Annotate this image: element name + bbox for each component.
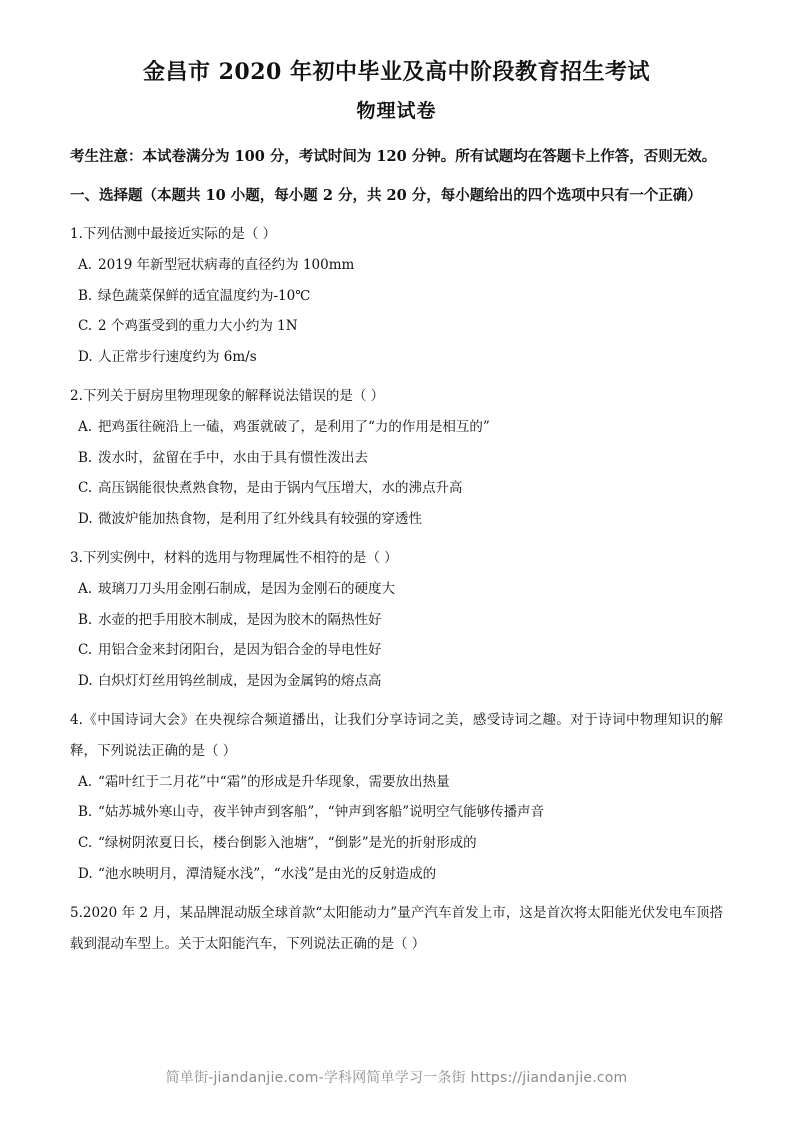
question-stem: 5.2020 年 2 月，某品牌混动版全球首款“太阳能动力”量产汽车首发上市，这是首次将太阳能光伏发电车顶搭载到混动车型上。关于太阳能汽车，下列说法正确的是（ ） — [70, 904, 723, 952]
option-item[interactable] — [70, 473, 723, 504]
option-item[interactable] — [70, 859, 723, 890]
option-letter: B. — [78, 449, 93, 466]
option-letter: D. — [78, 865, 93, 882]
option-letter: A. — [78, 580, 93, 597]
question-options — [70, 574, 723, 697]
option-text: “霜叶红于二月花”中“霜”的形成是升华现象，需要放出热量 — [98, 773, 450, 790]
option-item[interactable] — [70, 605, 723, 636]
footer-watermark: 简单街-jiandanjie.com-学科网简单学习一条街 https://jiandanjie.com — [165, 1070, 628, 1086]
question-stem: 2.下列关于厨房里物理现象的解释说法错误的是（ ） — [70, 387, 385, 404]
option-letter: A. — [78, 256, 93, 273]
question-block — [70, 373, 723, 535]
option-letter: B. — [78, 611, 93, 628]
option-item[interactable] — [70, 797, 723, 828]
option-text: “姑苏城外寒山寺，夜半钟声到客船”，“钟声到客船”说明空气能够传播声音 — [98, 804, 545, 821]
option-letter: B. — [78, 804, 93, 821]
option-letter: A. — [78, 773, 93, 790]
page-subtitle: 物理试卷 — [356, 100, 437, 122]
option-letter: B. — [78, 287, 93, 304]
option-text: 玻璃刀刀头用金刚石制成，是因为金刚石的硬度大 — [98, 580, 395, 597]
question-stem: 4.《中国诗词大会》在央视综合频道播出，让我们分享诗词之美，感受诗词之趣。对于诗词中物理知识的解释，下列说法正确的是（ ） — [70, 711, 723, 759]
option-text: “池水映明月，潭清疑水浅”，“水浅”是由光的反射造成的 — [98, 865, 437, 882]
option-text: 绿色蔬菜保鲜的适宜温度约为-10℃ — [98, 287, 311, 304]
question-stem: 1.下列估测中最接近实际的是（ ） — [70, 226, 277, 242]
option-item[interactable] — [70, 412, 723, 443]
option-text: 泼水时，盆留在手中，水由于具有惯性泼出去 — [98, 449, 368, 466]
option-text: 白炽灯灯丝用钨丝制成，是因为金属钨的熔点高 — [98, 673, 382, 690]
option-item[interactable] — [70, 443, 723, 474]
option-text: 2019 年新型冠状病毒的直径约为 100mm — [98, 256, 355, 273]
option-item[interactable] — [70, 767, 723, 798]
option-letter: C. — [78, 480, 93, 497]
option-letter: C. — [78, 318, 93, 335]
option-item[interactable] — [70, 666, 723, 697]
option-item[interactable] — [70, 574, 723, 605]
option-letter: C. — [78, 642, 93, 659]
question-block — [70, 697, 723, 890]
option-item[interactable] — [70, 828, 723, 859]
option-text: 用铝合金来封闭阳台，是因为铝合金的导电性好 — [98, 642, 382, 659]
exam-notice: 考生注意：本试卷满分为 100 分，考试时间为 120 分钟。所有试题均在答题卡上作答，否则无效。 — [70, 148, 717, 165]
option-text: 水壶的把手用胶木制成，是因为胶木的隔热性好 — [98, 611, 382, 628]
option-item[interactable] — [70, 311, 723, 342]
option-letter: D. — [78, 673, 93, 690]
option-letter: D. — [78, 349, 93, 366]
section-heading-multiple-choice: 一、选择题（本题共 10 小题，每小题 2 分，共 20 分，每小题给出的四个选项中只有一个正确） — [70, 187, 702, 204]
question-block — [70, 890, 723, 960]
option-item[interactable] — [70, 504, 723, 535]
question-block — [70, 535, 723, 697]
option-item[interactable] — [70, 342, 723, 373]
option-letter: D. — [78, 511, 93, 528]
option-text: 微波炉能加热食物，是利用了红外线具有较强的穿透性 — [98, 511, 422, 528]
option-letter: C. — [78, 835, 93, 852]
option-item[interactable] — [70, 635, 723, 666]
question-options — [70, 767, 723, 890]
option-text: “绿树阴浓夏日长，楼台倒影入池塘”，“倒影”是光的折射形成的 — [98, 835, 477, 852]
page-title: 金昌市 2020 年初中毕业及高中阶段教育招生考试 — [142, 59, 651, 85]
option-item[interactable] — [70, 250, 723, 281]
option-item[interactable] — [70, 281, 723, 312]
question-block — [70, 211, 723, 373]
option-text: 把鸡蛋往碗沿上一磕，鸡蛋就破了，是利用了“力的作用是相互的” — [98, 418, 490, 435]
option-text: 高压锅能很快煮熟食物，是由于锅内气压增大，水的沸点升高 — [98, 480, 463, 497]
document-content — [70, 0, 723, 959]
option-text: 2 个鸡蛋受到的重力大小约为 1N — [98, 318, 298, 335]
option-text: 人正常步行速度约为 6m/s — [98, 349, 257, 366]
question-options — [70, 250, 723, 373]
option-letter: A. — [78, 418, 93, 435]
question-stem: 3.下列实例中，材料的选用与物理属性不相符的是（ ） — [70, 549, 398, 566]
question-options — [70, 412, 723, 535]
